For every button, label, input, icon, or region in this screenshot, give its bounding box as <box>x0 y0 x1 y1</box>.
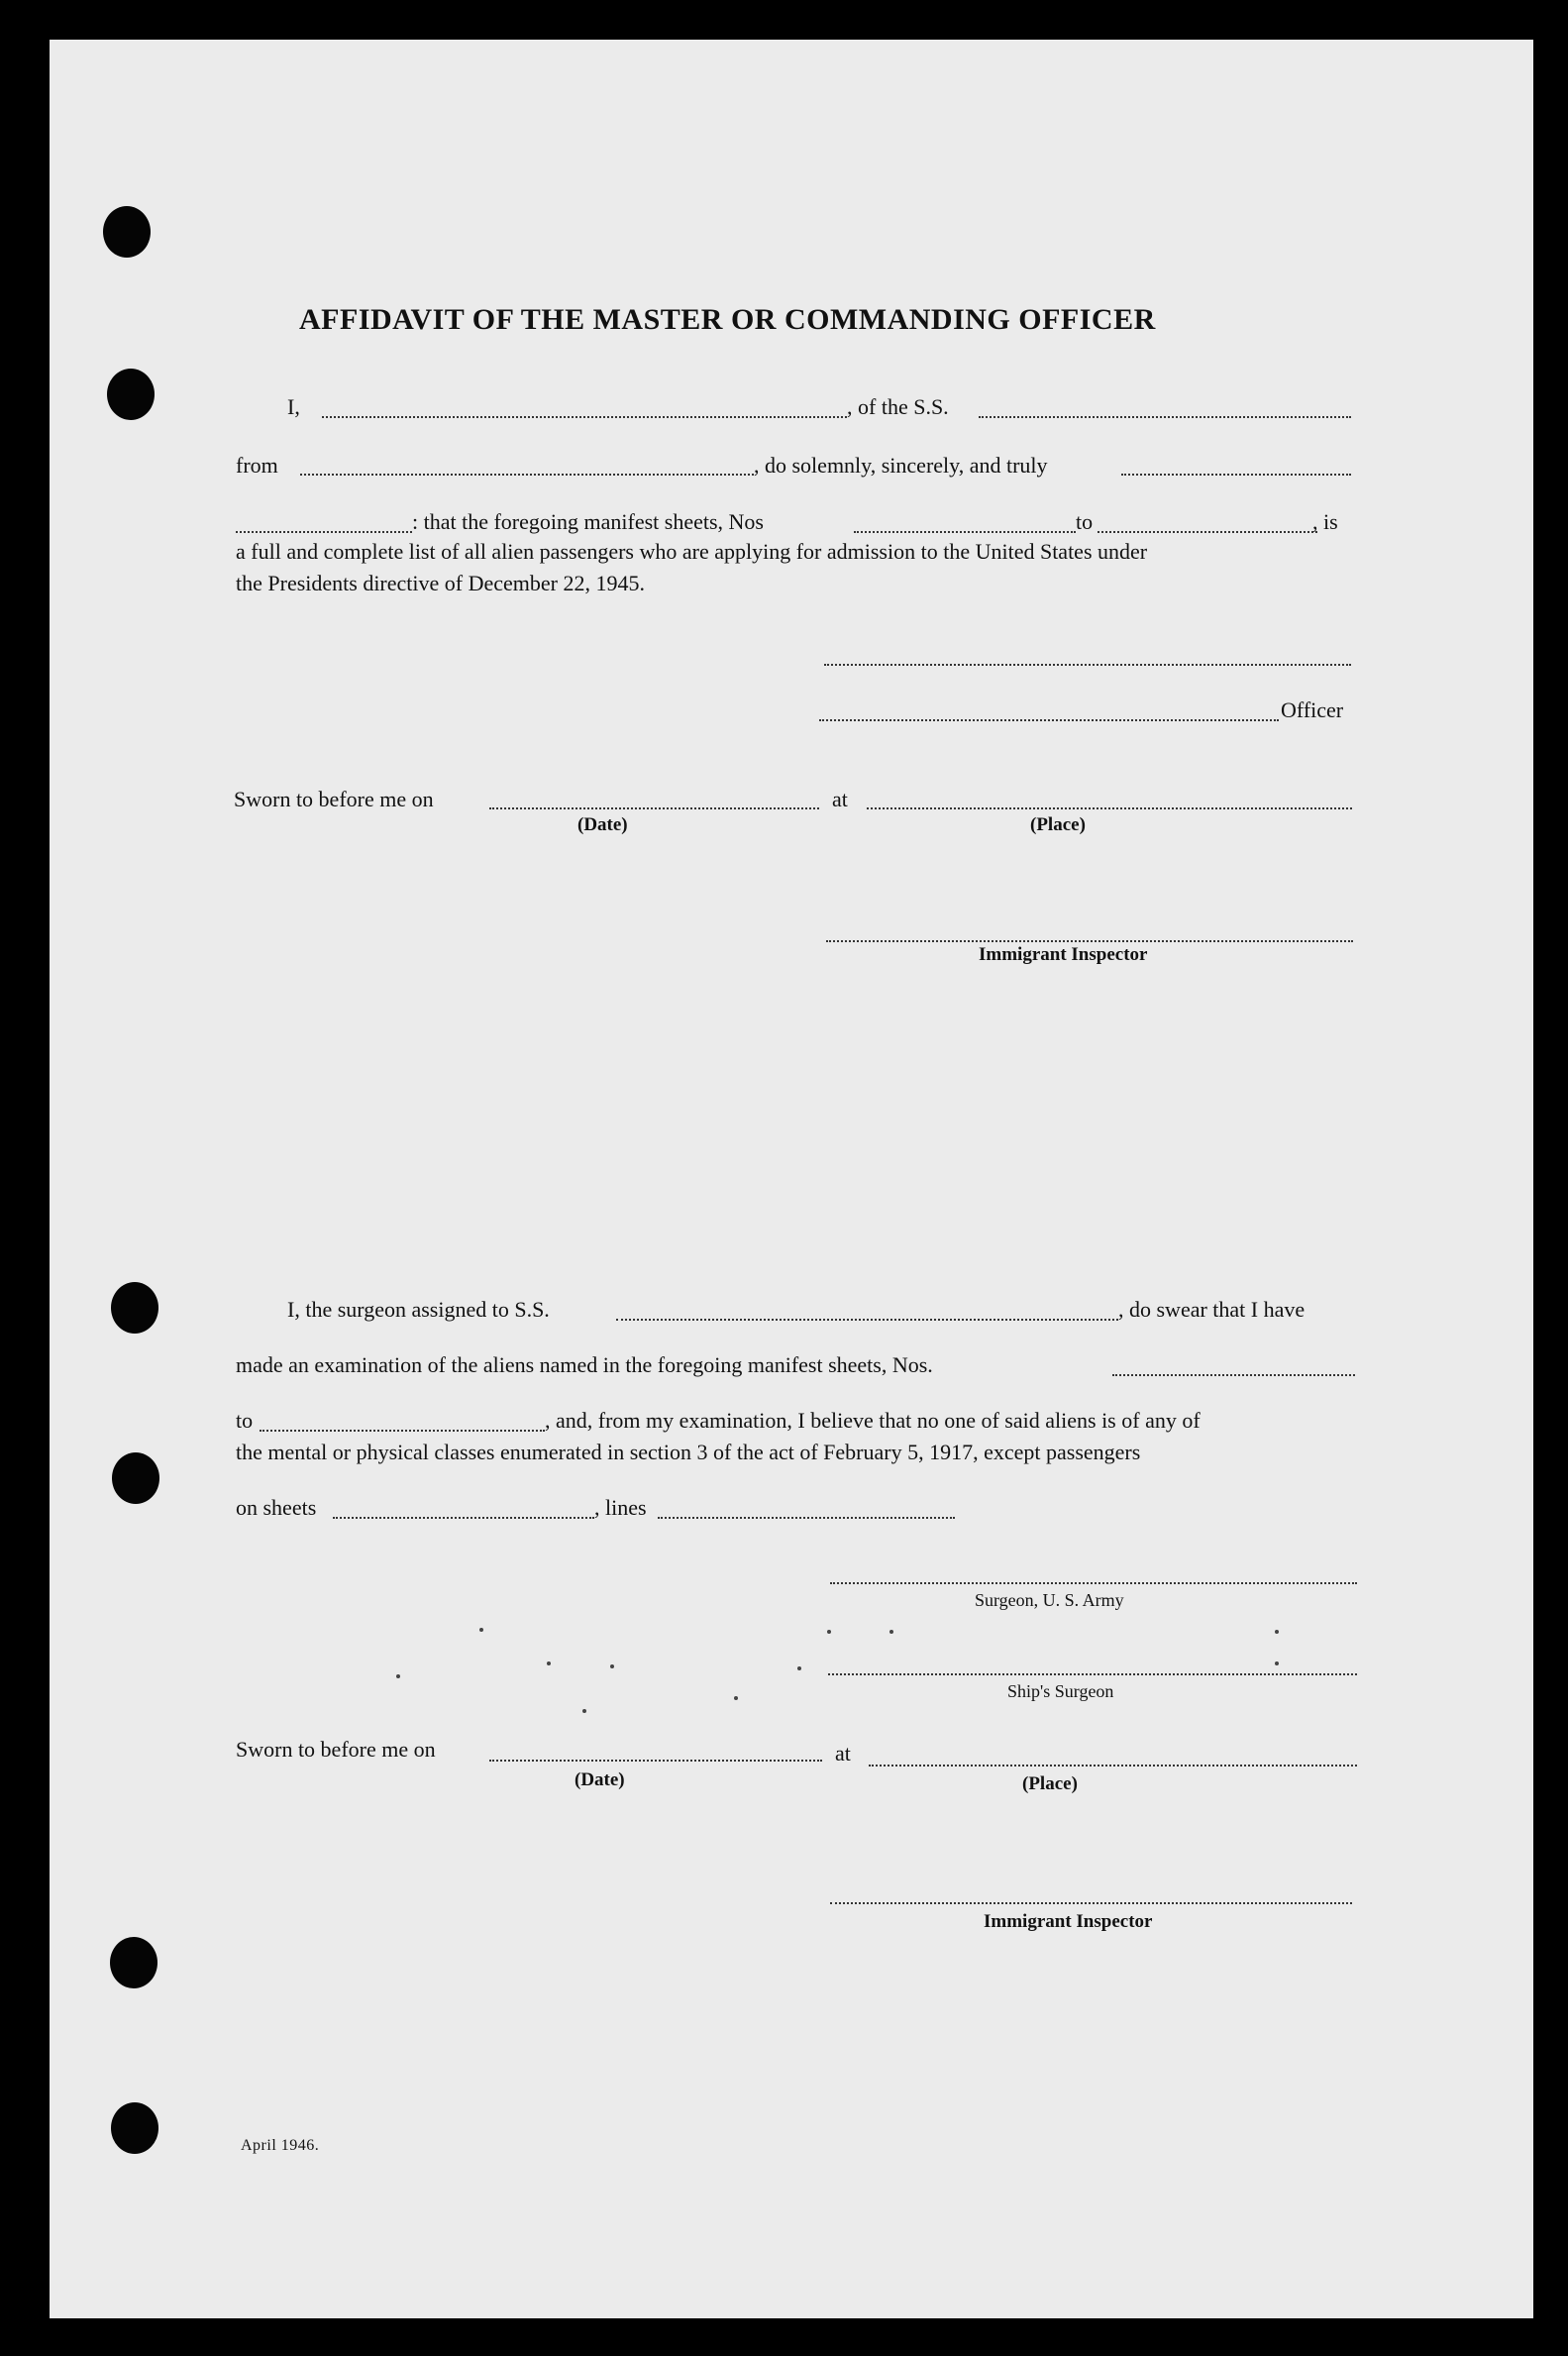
oath-type-field[interactable] <box>1121 474 1351 476</box>
inspector2-caption: Immigrant Inspector <box>984 1911 1153 1932</box>
surgeon-ship-field[interactable] <box>616 1319 1118 1321</box>
speck <box>1275 1630 1279 1634</box>
surgeon-line4: the mental or physical classes enumerated in section 3 of the act of February 5, 1917, except passengers <box>236 1440 1141 1464</box>
sworn2-date-field[interactable] <box>489 1760 822 1762</box>
sworn1-text: Sworn to before me on <box>234 787 434 811</box>
surgeon-line3-rest: , and, from my examination, I believe that no one of said aliens is of any of <box>545 1408 1201 1433</box>
punch-hole <box>111 1282 158 1334</box>
army-surgeon-signature-line[interactable] <box>830 1582 1357 1584</box>
surgeon-line1-end: , do swear that I have <box>1118 1297 1306 1322</box>
master-name-field[interactable] <box>322 416 847 418</box>
sworn2-text: Sworn to before me on <box>236 1737 436 1762</box>
master-line3-is: , is <box>1312 509 1338 534</box>
punch-hole <box>107 369 155 420</box>
punch-hole <box>103 206 151 258</box>
speck <box>610 1664 614 1668</box>
punch-hole <box>110 1937 157 1988</box>
master-line5: the Presidents directive of December 22, 1945. <box>236 571 645 595</box>
form-sheet <box>50 40 1533 2318</box>
sworn2-date-caption: (Date) <box>575 1769 625 1790</box>
excepted-lines-field[interactable] <box>658 1517 955 1519</box>
master-line3-to: to <box>1076 509 1094 534</box>
surgeon-sheets-from-field[interactable] <box>1112 1374 1355 1376</box>
oath-verb-field[interactable] <box>236 531 412 533</box>
master-line1-i: I, <box>287 394 300 419</box>
departure-port-field[interactable] <box>300 474 754 476</box>
sworn2-place-caption: (Place) <box>1022 1773 1078 1794</box>
master-line3-that: : that the foregoing manifest sheets, Nos <box>412 509 764 534</box>
inspector1-signature-line[interactable] <box>826 940 1353 942</box>
form-date: April 1946. <box>241 2137 320 2154</box>
sworn2-at: at <box>835 1741 851 1766</box>
surgeon-line2: made an examination of the aliens named in the foregoing manifest sheets, Nos. <box>236 1352 933 1377</box>
sheets-to-field[interactable] <box>1098 531 1317 533</box>
master-line2-solemnly: , do solemnly, sincerely, and truly <box>754 453 1048 478</box>
excepted-sheets-field[interactable] <box>333 1517 594 1519</box>
surgeon-line5-sheets: on sheets <box>236 1495 317 1520</box>
sheets-from-field[interactable] <box>854 531 1076 533</box>
sworn1-place-field[interactable] <box>867 807 1352 809</box>
speck <box>889 1630 893 1634</box>
speck <box>797 1666 801 1670</box>
speck <box>734 1696 738 1700</box>
master-line1-of-ss: , of the S.S. <box>847 394 949 419</box>
speck <box>396 1674 400 1678</box>
sworn2-place-field[interactable] <box>869 1765 1357 1767</box>
speck <box>547 1661 551 1665</box>
speck <box>582 1709 586 1713</box>
army-surgeon-caption: Surgeon, U. S. Army <box>975 1590 1124 1610</box>
sworn1-date-caption: (Date) <box>577 814 628 835</box>
inspector1-caption: Immigrant Inspector <box>979 944 1148 965</box>
inspector2-signature-line[interactable] <box>830 1902 1352 1904</box>
ships-surgeon-signature-line[interactable] <box>828 1673 1357 1675</box>
punch-hole <box>111 2102 158 2154</box>
surgeon-sheets-to-field[interactable] <box>260 1430 545 1432</box>
surgeon-line1-start: I, the surgeon assigned to S.S. <box>287 1297 550 1322</box>
ships-surgeon-caption: Ship's Surgeon <box>1007 1681 1114 1701</box>
master-line4: a full and complete list of all alien passengers who are applying for admission to the United States under <box>236 539 1148 564</box>
officer-label: Officer <box>1281 697 1344 722</box>
sworn1-date-field[interactable] <box>489 807 819 809</box>
surgeon-line5-lines: , lines <box>594 1495 647 1520</box>
ship-name-field[interactable] <box>979 416 1351 418</box>
punch-hole <box>112 1452 159 1504</box>
speck <box>827 1630 831 1634</box>
surgeon-line3-to: to <box>236 1408 254 1433</box>
sworn1-place-caption: (Place) <box>1030 814 1086 835</box>
speck <box>1275 1661 1279 1665</box>
master-signature-line[interactable] <box>824 664 1351 666</box>
sworn1-at: at <box>832 787 848 811</box>
master-line2-from: from <box>236 453 278 478</box>
officer-signature-line[interactable] <box>819 719 1279 721</box>
page-title: AFFIDAVIT OF THE MASTER OR COMMANDING OFFICER <box>299 303 1156 336</box>
speck <box>479 1628 483 1632</box>
